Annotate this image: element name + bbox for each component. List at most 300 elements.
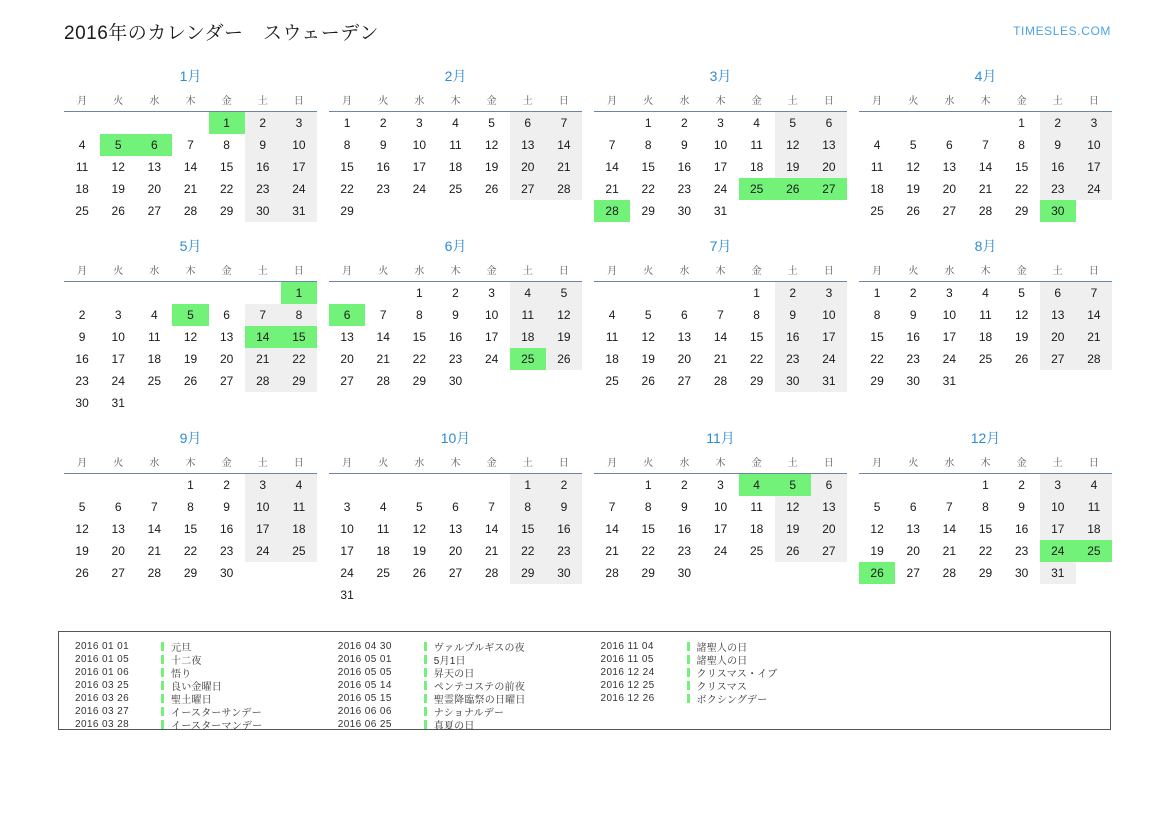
- day-cell-weekend[interactable]: 5: [546, 282, 582, 305]
- day-cell-weekend[interactable]: 10: [1040, 496, 1076, 518]
- day-cell[interactable]: 9: [681, 500, 688, 514]
- day-cell-weekend[interactable]: 11: [510, 304, 546, 326]
- day-cell[interactable]: 4: [78, 138, 86, 152]
- day-cell[interactable]: 6: [909, 500, 917, 514]
- day-cell[interactable]: 28: [376, 374, 390, 388]
- day-cell-weekend[interactable]: 18: [1076, 518, 1112, 540]
- day-cell-weekend[interactable]: 17: [281, 156, 317, 178]
- day-cell[interactable]: 16: [906, 330, 920, 344]
- day-cell[interactable]: 20: [340, 352, 354, 366]
- day-cell[interactable]: 20: [906, 544, 920, 558]
- day-cell[interactable]: 12: [183, 330, 198, 344]
- day-cell[interactable]: 9: [681, 138, 688, 152]
- day-cell[interactable]: 18: [605, 352, 619, 366]
- day-cell[interactable]: 13: [906, 522, 920, 536]
- day-cell[interactable]: 28: [942, 566, 957, 580]
- day-cell[interactable]: 1: [343, 116, 351, 130]
- day-cell[interactable]: 17: [713, 522, 728, 536]
- day-cell[interactable]: 30: [1014, 566, 1029, 580]
- day-cell[interactable]: 31: [111, 396, 125, 410]
- day-cell-weekend[interactable]: 28: [245, 370, 281, 392]
- day-cell[interactable]: 19: [1014, 330, 1029, 344]
- day-cell[interactable]: 15: [219, 160, 234, 174]
- day-cell[interactable]: 20: [448, 544, 463, 558]
- day-cell[interactable]: 21: [484, 544, 499, 558]
- day-cell[interactable]: 28: [605, 566, 619, 580]
- day-cell[interactable]: 16: [448, 330, 463, 344]
- day-cell[interactable]: 30: [75, 396, 89, 410]
- day-cell-weekend[interactable]: 6: [811, 474, 847, 497]
- day-cell[interactable]: 4: [452, 116, 459, 130]
- day-cell-weekend[interactable]: 29: [510, 562, 546, 584]
- day-cell[interactable]: 5: [1018, 286, 1025, 300]
- day-cell[interactable]: 15: [340, 160, 354, 174]
- day-cell-weekend[interactable]: 22: [510, 540, 546, 562]
- day-cell[interactable]: 21: [605, 182, 619, 196]
- day-cell-weekend[interactable]: 28: [546, 178, 582, 200]
- day-cell[interactable]: 29: [978, 566, 993, 580]
- day-cell[interactable]: 11: [870, 160, 884, 174]
- day-cell[interactable]: 11: [605, 330, 619, 344]
- day-cell[interactable]: 11: [449, 138, 462, 152]
- day-cell-weekend[interactable]: 1: [510, 474, 546, 497]
- day-cell[interactable]: 9: [1018, 500, 1025, 514]
- day-cell-weekend[interactable]: 23: [775, 348, 811, 370]
- day-cell[interactable]: 26: [75, 566, 89, 580]
- day-cell[interactable]: 21: [147, 544, 162, 558]
- day-cell-weekend[interactable]: 16: [546, 518, 582, 540]
- day-cell[interactable]: 7: [608, 500, 616, 514]
- day-cell[interactable]: 8: [343, 138, 351, 152]
- day-cell-holiday[interactable]: 1: [209, 112, 245, 135]
- day-cell[interactable]: 24: [713, 544, 728, 558]
- day-cell[interactable]: 18: [376, 544, 390, 558]
- day-cell-weekend[interactable]: 17: [1076, 156, 1112, 178]
- day-cell[interactable]: 6: [114, 500, 122, 514]
- day-cell[interactable]: 14: [183, 160, 198, 174]
- day-cell-holiday[interactable]: 26: [775, 178, 811, 200]
- day-cell[interactable]: 13: [448, 522, 463, 536]
- day-cell[interactable]: 15: [749, 330, 764, 344]
- day-cell[interactable]: 5: [488, 116, 495, 130]
- day-cell[interactable]: 5: [873, 500, 881, 514]
- day-cell-weekend[interactable]: 13: [811, 496, 847, 518]
- day-cell-weekend[interactable]: 19: [546, 326, 582, 348]
- day-cell[interactable]: 13: [111, 522, 125, 536]
- day-cell-weekend[interactable]: 2: [245, 112, 281, 135]
- day-cell[interactable]: 7: [151, 500, 158, 514]
- day-cell[interactable]: 13: [340, 330, 354, 344]
- day-cell-weekend[interactable]: 13: [1040, 304, 1076, 326]
- day-cell[interactable]: 16: [1014, 522, 1029, 536]
- day-cell[interactable]: 24: [340, 566, 354, 580]
- day-cell-weekend[interactable]: 21: [245, 348, 281, 370]
- day-cell-weekend[interactable]: 7: [245, 304, 281, 326]
- day-cell[interactable]: 11: [376, 522, 390, 536]
- day-cell-weekend[interactable]: 9: [1040, 134, 1076, 156]
- day-cell-holiday[interactable]: 5: [100, 134, 136, 156]
- day-cell-weekend[interactable]: 3: [245, 474, 281, 497]
- day-cell-holiday[interactable]: 5: [172, 304, 208, 326]
- day-cell[interactable]: 12: [111, 160, 125, 174]
- day-cell-weekend[interactable]: 8: [281, 304, 317, 326]
- day-cell[interactable]: 8: [982, 500, 989, 514]
- day-cell[interactable]: 25: [75, 204, 89, 218]
- day-cell[interactable]: 1: [982, 478, 989, 492]
- day-cell-weekend[interactable]: 30: [775, 370, 811, 392]
- day-cell-weekend[interactable]: 23: [546, 540, 582, 562]
- day-cell[interactable]: 30: [448, 374, 463, 388]
- day-cell[interactable]: 9: [452, 308, 459, 322]
- day-cell[interactable]: 11: [750, 500, 763, 514]
- day-cell[interactable]: 1: [873, 286, 881, 300]
- day-cell[interactable]: 22: [641, 544, 655, 558]
- day-cell[interactable]: 23: [448, 352, 463, 366]
- day-cell-weekend[interactable]: 4: [281, 474, 317, 497]
- day-cell[interactable]: 2: [223, 478, 230, 492]
- day-cell[interactable]: 3: [488, 286, 495, 300]
- day-cell-weekend[interactable]: 9: [546, 496, 582, 518]
- day-cell[interactable]: 21: [713, 352, 728, 366]
- day-cell[interactable]: 12: [870, 522, 884, 536]
- day-cell-holiday[interactable]: 25: [739, 178, 775, 200]
- day-cell[interactable]: 26: [183, 374, 198, 388]
- day-cell[interactable]: 22: [641, 182, 655, 196]
- day-cell[interactable]: 12: [641, 330, 655, 344]
- day-cell-weekend[interactable]: 30: [546, 562, 582, 584]
- day-cell[interactable]: 5: [78, 500, 86, 514]
- day-cell[interactable]: 9: [909, 308, 917, 322]
- day-cell[interactable]: 3: [946, 286, 953, 300]
- day-cell-weekend[interactable]: 13: [510, 134, 546, 156]
- day-cell[interactable]: 25: [978, 352, 993, 366]
- day-cell-weekend[interactable]: 10: [245, 496, 281, 518]
- day-cell[interactable]: 29: [641, 204, 655, 218]
- day-cell[interactable]: 11: [979, 308, 992, 322]
- day-cell[interactable]: 2: [452, 286, 459, 300]
- day-cell-weekend[interactable]: 8: [510, 496, 546, 518]
- day-cell[interactable]: 12: [1014, 308, 1029, 322]
- day-cell-weekend[interactable]: 12: [775, 496, 811, 518]
- day-cell-weekend[interactable]: 31: [811, 370, 847, 392]
- day-cell-holiday[interactable]: 6: [136, 134, 172, 156]
- day-cell-weekend[interactable]: 7: [1076, 282, 1112, 305]
- day-cell[interactable]: 5: [909, 138, 917, 152]
- day-cell[interactable]: 1: [1018, 116, 1025, 130]
- day-cell[interactable]: 28: [713, 374, 728, 388]
- day-cell-weekend[interactable]: 20: [811, 156, 847, 178]
- day-cell[interactable]: 20: [677, 352, 692, 366]
- day-cell[interactable]: 23: [906, 352, 920, 366]
- day-cell-weekend[interactable]: 21: [546, 156, 582, 178]
- day-cell-weekend[interactable]: 14: [546, 134, 582, 156]
- day-cell[interactable]: 10: [713, 138, 728, 152]
- day-cell[interactable]: 7: [946, 500, 953, 514]
- day-cell[interactable]: 10: [412, 138, 427, 152]
- day-cell[interactable]: 19: [484, 160, 499, 174]
- day-cell[interactable]: 1: [644, 478, 652, 492]
- day-cell-holiday[interactable]: 30: [1040, 200, 1076, 222]
- day-cell[interactable]: 13: [219, 330, 234, 344]
- day-cell-weekend[interactable]: 10: [281, 134, 317, 156]
- day-cell-weekend[interactable]: 9: [245, 134, 281, 156]
- day-cell[interactable]: 3: [717, 478, 724, 492]
- day-cell-weekend[interactable]: 7: [546, 112, 582, 135]
- day-cell-weekend[interactable]: 17: [1040, 518, 1076, 540]
- day-cell-weekend[interactable]: 4: [510, 282, 546, 305]
- day-cell[interactable]: 2: [909, 286, 917, 300]
- day-cell[interactable]: 12: [75, 522, 89, 536]
- day-cell[interactable]: 14: [605, 160, 619, 174]
- day-cell[interactable]: 6: [452, 500, 459, 514]
- day-cell[interactable]: 7: [608, 138, 616, 152]
- day-cell-weekend[interactable]: 10: [1076, 134, 1112, 156]
- day-cell[interactable]: 8: [1018, 138, 1025, 152]
- day-cell[interactable]: 15: [183, 522, 198, 536]
- day-cell[interactable]: 29: [749, 374, 764, 388]
- day-cell[interactable]: 27: [677, 374, 692, 388]
- day-cell[interactable]: 2: [78, 308, 86, 322]
- day-cell[interactable]: 27: [448, 566, 463, 580]
- day-cell[interactable]: 29: [870, 374, 884, 388]
- day-cell[interactable]: 25: [147, 374, 162, 388]
- day-cell[interactable]: 22: [412, 352, 427, 366]
- day-cell[interactable]: 27: [111, 566, 125, 580]
- day-cell[interactable]: 6: [681, 308, 688, 322]
- day-cell[interactable]: 21: [376, 352, 390, 366]
- day-cell[interactable]: 14: [484, 522, 499, 536]
- day-cell[interactable]: 19: [412, 544, 427, 558]
- day-cell-holiday[interactable]: 25: [1076, 540, 1112, 562]
- day-cell[interactable]: 11: [750, 138, 763, 152]
- day-cell[interactable]: 26: [906, 204, 920, 218]
- day-cell-weekend[interactable]: 26: [546, 348, 582, 370]
- day-cell[interactable]: 7: [187, 138, 194, 152]
- day-cell-weekend[interactable]: 10: [811, 304, 847, 326]
- day-cell[interactable]: 9: [78, 330, 86, 344]
- day-cell[interactable]: 1: [644, 116, 652, 130]
- day-cell[interactable]: 12: [906, 160, 920, 174]
- day-cell[interactable]: 29: [412, 374, 427, 388]
- day-cell[interactable]: 2: [681, 478, 688, 492]
- day-cell[interactable]: 25: [376, 566, 390, 580]
- day-cell-weekend[interactable]: 11: [1076, 496, 1112, 518]
- day-cell[interactable]: 12: [484, 138, 499, 152]
- day-cell[interactable]: 24: [713, 182, 728, 196]
- day-cell[interactable]: 21: [978, 182, 993, 196]
- day-cell[interactable]: 22: [1014, 182, 1029, 196]
- day-cell[interactable]: 23: [219, 544, 234, 558]
- day-cell-weekend[interactable]: 28: [1076, 348, 1112, 370]
- day-cell-weekend[interactable]: 2: [546, 474, 582, 497]
- day-cell-holiday[interactable]: 15: [281, 326, 317, 348]
- day-cell[interactable]: 16: [376, 160, 390, 174]
- day-cell-weekend[interactable]: 20: [1040, 326, 1076, 348]
- day-cell[interactable]: 21: [942, 544, 957, 558]
- day-cell[interactable]: 19: [183, 352, 198, 366]
- day-cell[interactable]: 29: [1014, 204, 1029, 218]
- day-cell[interactable]: 8: [416, 308, 423, 322]
- day-cell[interactable]: 22: [978, 544, 993, 558]
- day-cell[interactable]: 16: [677, 522, 692, 536]
- day-cell[interactable]: 24: [412, 182, 427, 196]
- day-cell-weekend[interactable]: 6: [1040, 282, 1076, 305]
- day-cell-holiday[interactable]: 6: [329, 304, 365, 326]
- day-cell[interactable]: 15: [641, 522, 655, 536]
- day-cell-holiday[interactable]: 5: [775, 474, 811, 497]
- day-cell-holiday[interactable]: 24: [1040, 540, 1076, 562]
- day-cell[interactable]: 31: [340, 588, 354, 602]
- day-cell[interactable]: 22: [870, 352, 884, 366]
- day-cell[interactable]: 8: [223, 138, 230, 152]
- day-cell[interactable]: 4: [608, 308, 616, 322]
- day-cell[interactable]: 16: [75, 352, 89, 366]
- day-cell[interactable]: 17: [713, 160, 728, 174]
- day-cell[interactable]: 9: [379, 138, 387, 152]
- day-cell[interactable]: 4: [379, 500, 387, 514]
- day-cell[interactable]: 31: [713, 204, 728, 218]
- day-cell-weekend[interactable]: 12: [546, 304, 582, 326]
- day-cell[interactable]: 7: [717, 308, 724, 322]
- day-cell[interactable]: 28: [978, 204, 993, 218]
- day-cell-weekend[interactable]: 11: [281, 496, 317, 518]
- day-cell-weekend[interactable]: 2: [1040, 112, 1076, 135]
- day-cell[interactable]: 21: [183, 182, 198, 196]
- day-cell-weekend[interactable]: 18: [510, 326, 546, 348]
- day-cell[interactable]: 15: [412, 330, 427, 344]
- day-cell[interactable]: 22: [219, 182, 234, 196]
- day-cell-weekend[interactable]: 12: [775, 134, 811, 156]
- day-cell-holiday[interactable]: 14: [245, 326, 281, 348]
- day-cell[interactable]: 8: [753, 308, 760, 322]
- day-cell[interactable]: 12: [412, 522, 427, 536]
- day-cell-weekend[interactable]: 3: [811, 282, 847, 305]
- day-cell[interactable]: 23: [1014, 544, 1029, 558]
- day-cell-weekend[interactable]: 17: [811, 326, 847, 348]
- day-cell-weekend[interactable]: 23: [1040, 178, 1076, 200]
- day-cell[interactable]: 22: [340, 182, 354, 196]
- day-cell[interactable]: 18: [978, 330, 993, 344]
- day-cell[interactable]: 14: [147, 522, 162, 536]
- day-cell[interactable]: 20: [147, 182, 162, 196]
- day-cell[interactable]: 26: [111, 204, 125, 218]
- day-cell[interactable]: 14: [713, 330, 728, 344]
- day-cell[interactable]: 2: [1018, 478, 1025, 492]
- day-cell-weekend[interactable]: 16: [775, 326, 811, 348]
- day-cell[interactable]: 2: [681, 116, 688, 130]
- day-cell[interactable]: 19: [906, 182, 920, 196]
- day-cell-weekend[interactable]: 17: [245, 518, 281, 540]
- day-cell[interactable]: 3: [343, 500, 351, 514]
- day-cell[interactable]: 25: [870, 204, 884, 218]
- day-cell[interactable]: 27: [942, 204, 957, 218]
- day-cell[interactable]: 15: [641, 160, 655, 174]
- day-cell-weekend[interactable]: 23: [245, 178, 281, 200]
- day-cell-weekend[interactable]: 4: [1076, 474, 1112, 497]
- day-cell-weekend[interactable]: 25: [281, 540, 317, 562]
- day-cell[interactable]: 21: [605, 544, 619, 558]
- day-cell[interactable]: 29: [183, 566, 198, 580]
- day-cell-weekend[interactable]: 24: [811, 348, 847, 370]
- day-cell-holiday[interactable]: 25: [510, 348, 546, 370]
- day-cell-weekend[interactable]: 19: [775, 156, 811, 178]
- day-cell[interactable]: 3: [416, 116, 423, 130]
- day-cell[interactable]: 20: [219, 352, 234, 366]
- day-cell[interactable]: 7: [982, 138, 989, 152]
- day-cell[interactable]: 1: [416, 286, 423, 300]
- day-cell-weekend[interactable]: 16: [245, 156, 281, 178]
- day-cell[interactable]: 13: [677, 330, 692, 344]
- day-cell-weekend[interactable]: 31: [1040, 562, 1076, 584]
- day-cell[interactable]: 15: [978, 522, 993, 536]
- day-cell[interactable]: 29: [340, 204, 354, 218]
- day-cell-weekend[interactable]: 5: [775, 112, 811, 135]
- day-cell-weekend[interactable]: 27: [1040, 348, 1076, 370]
- day-cell-weekend[interactable]: 21: [1076, 326, 1112, 348]
- day-cell[interactable]: 26: [641, 374, 655, 388]
- day-cell[interactable]: 13: [147, 160, 162, 174]
- day-cell[interactable]: 17: [484, 330, 499, 344]
- day-cell[interactable]: 6: [223, 308, 230, 322]
- day-cell[interactable]: 30: [219, 566, 234, 580]
- day-cell[interactable]: 18: [749, 160, 764, 174]
- day-cell-weekend[interactable]: 30: [245, 200, 281, 222]
- day-cell[interactable]: 5: [416, 500, 423, 514]
- day-cell[interactable]: 13: [942, 160, 957, 174]
- day-cell[interactable]: 11: [148, 330, 161, 344]
- day-cell[interactable]: 19: [75, 544, 89, 558]
- day-cell[interactable]: 14: [605, 522, 619, 536]
- day-cell[interactable]: 3: [114, 308, 122, 322]
- day-cell[interactable]: 1: [753, 286, 760, 300]
- day-cell[interactable]: 20: [942, 182, 957, 196]
- day-cell[interactable]: 8: [644, 138, 652, 152]
- day-cell[interactable]: 17: [111, 352, 125, 366]
- day-cell[interactable]: 10: [340, 522, 354, 536]
- day-cell-weekend[interactable]: 27: [811, 540, 847, 562]
- day-cell-weekend[interactable]: 3: [281, 112, 317, 135]
- day-cell[interactable]: 23: [677, 182, 692, 196]
- day-cell[interactable]: 14: [978, 160, 993, 174]
- day-cell[interactable]: 4: [151, 308, 158, 322]
- day-cell-weekend[interactable]: 2: [775, 282, 811, 305]
- day-cell[interactable]: 27: [147, 204, 162, 218]
- day-cell[interactable]: 24: [111, 374, 125, 388]
- day-cell[interactable]: 6: [946, 138, 953, 152]
- day-cell-weekend[interactable]: 22: [281, 348, 317, 370]
- day-cell[interactable]: 30: [677, 204, 692, 218]
- day-cell-weekend[interactable]: 3: [1040, 474, 1076, 497]
- day-cell[interactable]: 27: [340, 374, 354, 388]
- day-cell[interactable]: 14: [942, 522, 957, 536]
- day-cell[interactable]: 17: [412, 160, 427, 174]
- day-cell[interactable]: 28: [147, 566, 162, 580]
- day-cell[interactable]: 15: [1014, 160, 1029, 174]
- day-cell-weekend[interactable]: 6: [811, 112, 847, 135]
- day-cell[interactable]: 16: [219, 522, 234, 536]
- day-cell[interactable]: 29: [219, 204, 234, 218]
- day-cell[interactable]: 2: [379, 116, 387, 130]
- day-cell[interactable]: 23: [75, 374, 89, 388]
- day-cell[interactable]: 28: [484, 566, 499, 580]
- day-cell[interactable]: 4: [982, 286, 989, 300]
- day-cell-holiday[interactable]: 1: [281, 282, 317, 305]
- day-cell[interactable]: 11: [75, 160, 89, 174]
- day-cell[interactable]: 7: [488, 500, 495, 514]
- day-cell[interactable]: 25: [605, 374, 619, 388]
- day-cell-weekend[interactable]: 20: [510, 156, 546, 178]
- day-cell[interactable]: 29: [641, 566, 655, 580]
